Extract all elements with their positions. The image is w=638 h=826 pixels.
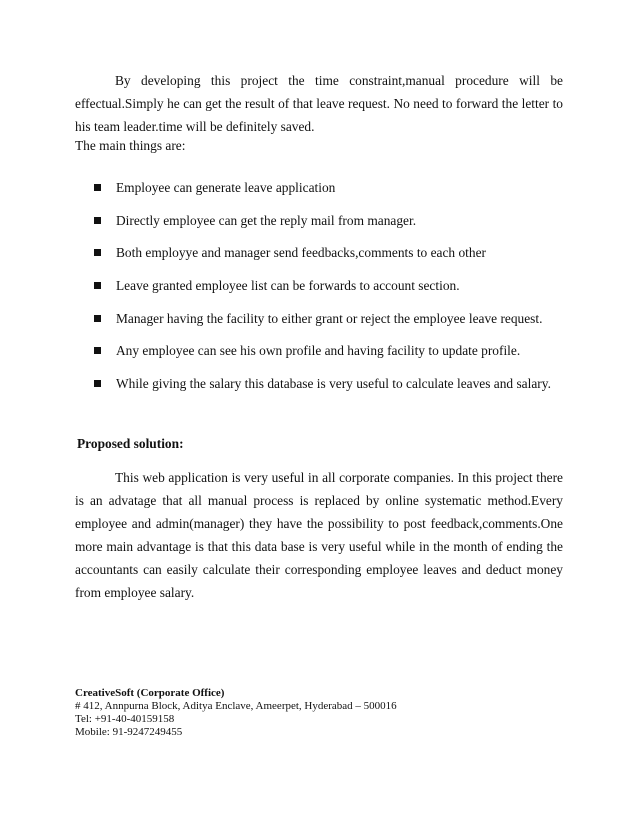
list-item: Directly employee can get the reply mail from manager. [94, 213, 564, 246]
solution-text: This web application is very useful in all corporate companies. In this project there is an advatage that all manual process is replaced by online systematic method.Every employee and admin(manager) they have the possibility to post feedback,comments.One more main advantage is that this data base is very useful while in the month of ending the accountants can easily calculate their corresponding employee leaves and deduct money from employee salary. [75, 470, 563, 600]
list-item: Leave granted employee list can be forwards to account section. [94, 278, 564, 311]
intro-paragraph [75, 69, 563, 138]
solution-paragraph [75, 466, 563, 604]
main-things-label: The main things are: [75, 138, 186, 153]
footer-contact [75, 687, 397, 739]
list-item: Employee can generate leave application [94, 180, 564, 213]
square-bullet-icon [94, 380, 101, 387]
footer-address: # 412, Annpurna Block, Aditya Enclave, Ameerpet, Hyderabad – 500016 [75, 700, 397, 712]
footer-org: CreativeSoft (Corporate Office) [75, 687, 225, 699]
proposed-solution-heading: Proposed solution: [77, 436, 184, 451]
feature-list [94, 180, 564, 409]
list-item: Manager having the facility to either grant or reject the employee leave request. [94, 311, 564, 344]
footer-tel: Tel: +91-40-40159158 [75, 713, 175, 725]
square-bullet-icon [94, 249, 101, 256]
square-bullet-icon [94, 282, 101, 289]
square-bullet-icon [94, 347, 101, 354]
intro-text: By developing this project the time constraint,manual procedure will be effectual.Simply he can get the result of that leave request. No need to forward the letter to his team leader.time will be definitely saved. [75, 73, 563, 134]
square-bullet-icon [94, 217, 101, 224]
list-item: Both employye and manager send feedbacks,comments to each other [94, 245, 564, 278]
list-item: While giving the salary this database is very useful to calculate leaves and salary. [94, 376, 564, 409]
square-bullet-icon [94, 315, 101, 322]
list-item: Any employee can see his own profile and having facility to update profile. [94, 343, 564, 376]
square-bullet-icon [94, 184, 101, 191]
footer-mobile: Mobile: 91-9247249455 [75, 726, 183, 738]
